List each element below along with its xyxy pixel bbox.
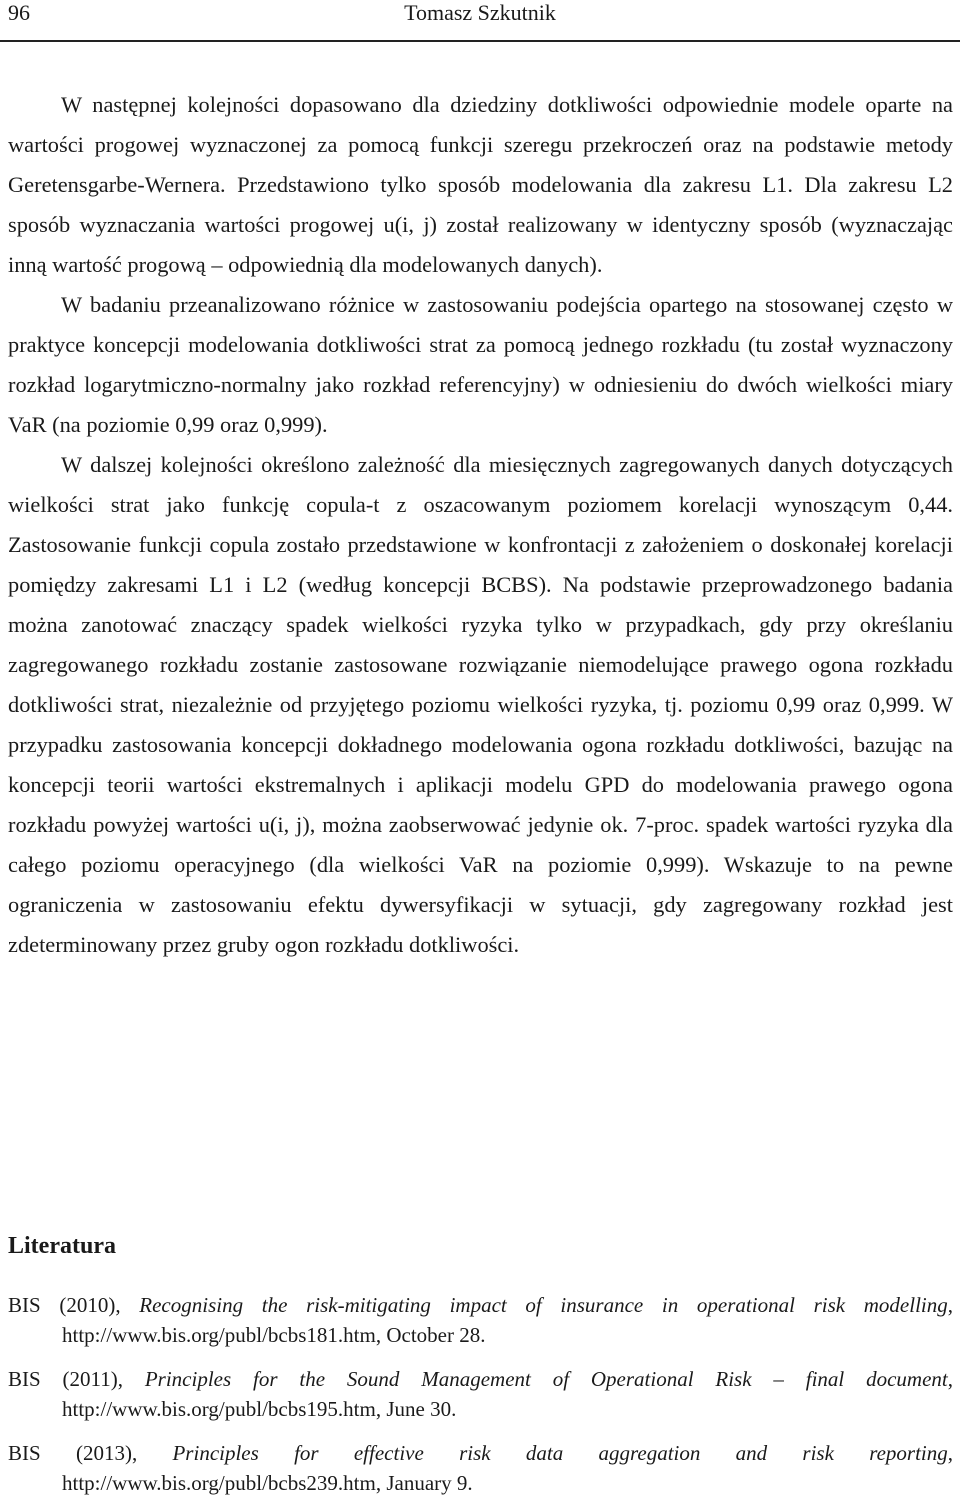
reference-tail: , http://www.bis.org/publ/bcbs239.htm, January 9. (62, 1441, 953, 1495)
reference-lead: BIS (2013), (8, 1441, 173, 1465)
running-head-author: Tomasz Szkutnik (404, 0, 556, 25)
reference-lead: BIS (2011), (8, 1367, 145, 1391)
paragraph: W badaniu przeanalizowano różnice w zastosowaniu podejścia opartego na stosowanej często w praktyce koncepcji modelowania dotkliwości strat za pomocą jednego rozkładu (tu został wyznaczony rozkład logarytmiczno-normalny jako rozkład referencyjny) w odniesieniu do dwóch wielkości miary VaR (na poziomie 0,99 oraz 0,999). (8, 292, 953, 437)
page-header (0, 0, 960, 42)
reference-item (8, 1290, 953, 1350)
page-number: 96 (8, 0, 30, 25)
reference-tail: , http://www.bis.org/publ/bcbs195.htm, June 30. (62, 1367, 953, 1421)
reference-title: Recognising the risk-mitigating impact of insurance in operational risk modelling (139, 1293, 948, 1317)
reference-tail: , http://www.bis.org/publ/bcbs181.htm, October 28. (62, 1293, 953, 1347)
reference-item (8, 1438, 953, 1498)
paragraph: W dalszej kolejności określono zależność dla miesięcznych zagregowanych danych dotyczących wielkości strat jako funkcję copula-t z oszacowanym poziomem korelacji wynoszącym 0,44. Zastosowanie funkcji copula zostało przedstawione w konfrontacji z założeniem o doskonałej korelacji pomiędzy zakresami L1 i L2 (według koncepcji BCBS). Na podstawie przeprowadzonego badania można zanotować znaczący spadek wielkości ryzyka tylko w przypadkach, gdy przy określaniu zagregowanego rozkładu zostanie zastosowane rozwiązanie niemodelujące prawego ogona rozkładu dotkliwości strat, niezależnie od przyjętego poziomu wielkości ryzyka, tj. poziomu 0,99 oraz 0,999. W przypadku zastosowania koncepcji dokładnego modelowania ogona rozkładu dotkliwości, bazując na koncepcji teorii wartości ekstremalnych i aplikacji modelu GPD do modelowania prawego ogona rozkładu powyżej wartości u(i, j), można zaobserwować jedynie ok. 7-proc. spadek wartości ryzyka dla całego poziomu operacyjnego (dla wielkości VaR na poziomie 0,999). Wskazuje to na pewne ograniczenia w zastosowaniu efektu dywersyfikacji w sytuacji, gdy zagregowany rozkład jest zdeterminowany przez gruby ogon rozkładu dotkliwości. (8, 452, 953, 957)
reference-list (8, 1290, 953, 1512)
literature-heading: Literatura (8, 1233, 116, 1259)
reference-item (8, 1364, 953, 1424)
reference-lead: BIS (2010), (8, 1293, 140, 1317)
reference-title: Principles for the Sound Management of Operational Risk – final document (144, 1367, 948, 1391)
body-text (8, 85, 953, 965)
paragraph: W następnej kolejności dopasowano dla dziedziny dotkliwości odpowiednie modele oparte na wartości progowej wyznaczonej za pomocą funkcji szeregu przekroczeń oraz na podstawie metody Geretensgarbe-Wernera. Przedstawiono tylko sposób modelowania dla zakresu L1. Dla zakresu L2 sposób wyznaczania wartości progowej u(i, j) został realizowany w identyczny sposób (wyznaczając inną wartość progową – odpowiednią dla modelowanych danych). (8, 92, 953, 277)
reference-title: Principles for effective risk data aggregation and risk reporting (172, 1441, 948, 1465)
